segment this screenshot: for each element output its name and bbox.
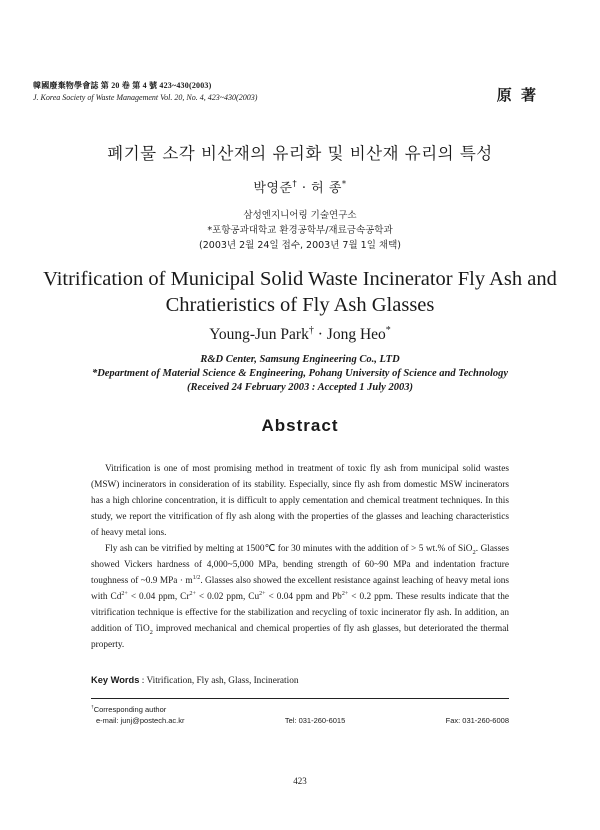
english-affiliation-2: *Department of Material Science & Engineering, Pohang University of Science and Technology xyxy=(91,368,509,379)
abstract-text: improved mechanical and chemical properties of fly ash glasses, but deteriorated the thermal property. xyxy=(91,624,509,650)
abstract-paragraph-2 xyxy=(91,541,509,653)
journal-korean-line: 韓國廢棄物學會誌 第 20 卷 第 4 號 423~430(2003) xyxy=(33,81,212,90)
footnote-fax: Fax: 031-260-6008 xyxy=(445,716,509,725)
corresponding-label: Corresponding author xyxy=(93,705,167,714)
superscript: 2+ xyxy=(259,590,266,597)
english-author-sep: · xyxy=(313,326,327,343)
footnote-email: e-mail: junj@postech.ac.kr xyxy=(96,716,185,725)
keywords xyxy=(91,675,299,686)
english-author2: Jong Heo xyxy=(326,326,386,343)
subscript: 2 xyxy=(149,628,153,636)
english-received: (Received 24 February 2003 : Accepted 1 July 2003) xyxy=(187,382,413,393)
superscript: 2+ xyxy=(189,590,196,597)
english-affiliation-1: R&D Center, Samsung Engineering Co., LTD xyxy=(200,354,400,365)
korean-affiliation-1: 삼성엔지니어링 기술연구소 xyxy=(243,210,357,221)
footnote-contact-row xyxy=(91,715,509,726)
article-type-label: 原 著 xyxy=(496,86,538,104)
dagger-mark: † xyxy=(308,324,314,336)
abstract-text: Fly ash can be vitrified by melting at 1500℃ for 30 minutes with the addition of > 5 wt.% of SiO xyxy=(105,544,473,554)
footnote-corresponding xyxy=(91,704,509,715)
page-number: 423 xyxy=(293,776,307,786)
english-author1: Young-Jun Park xyxy=(209,326,309,343)
korean-affiliations xyxy=(0,208,600,253)
journal-header xyxy=(33,80,257,104)
korean-affiliation-2: *포항공과대학교 환경공학부/재료금속공학과 xyxy=(207,225,393,236)
keywords-text: : Vitrification, Fly ash, Glass, Incineration xyxy=(139,676,299,686)
asterisk-mark: * xyxy=(385,324,391,336)
english-title-line2: Chratieristics of Fly Ash Glasses xyxy=(165,294,435,316)
abstract-body xyxy=(91,461,509,653)
footnote-tel: Tel: 031-260-6015 xyxy=(284,716,346,725)
abstract-paragraph-1: Vitrification is one of most promising method in treatment of toxic fly ash from municipal solid wastes (MSW) incinerators in consideration of its stability. Especially, since fly ash from domestic MSW incinerators has a high chlorine concentration, it is difficult to apply cementation and chemical treatment techniques. In this study, we report the vitrification of fly ash along with the properties of the glasses and leaching characteristics of heavy metal ions. xyxy=(91,464,509,538)
dagger-mark: † xyxy=(91,705,94,711)
superscript: 2+ xyxy=(341,590,349,597)
asterisk-mark: * xyxy=(341,178,347,189)
korean-author1: 박영준 xyxy=(253,181,293,196)
korean-author-sep: · 허 종 xyxy=(297,181,342,196)
footnote-divider xyxy=(91,698,509,699)
english-authors xyxy=(0,326,600,344)
superscript: 2+ xyxy=(121,590,128,597)
abstract-text: < 0.04 ppm and Pb xyxy=(265,592,342,602)
subscript: 2 xyxy=(472,548,476,556)
english-title xyxy=(0,266,600,318)
abstract-text: < 0.02 ppm, Cu xyxy=(195,592,260,602)
abstract-text: . Glasses showed Vickers hardness of 4,000~5,000 MPa, bending strength of 60~90 MPa and indentation fracture toughness of ~0.9 MPa · m xyxy=(91,544,509,586)
journal-english-line: J. Korea Society of Waste Management Vol. 20, No. 4, 423~430(2003) xyxy=(33,93,258,102)
abstract-text: < 0.2 ppm. These results indicate that the vitrification technique is effective for the stabilization and recycling of toxic incinerator fly ash. In addition, an addition of TiO xyxy=(91,592,510,634)
english-title-line1: Vitrification of Municipal Solid Waste Incinerator Fly Ash and xyxy=(43,268,557,290)
abstract-text: . Glasses also showed the excellent resistance against leaching of heavy metal ions with Cd xyxy=(91,576,509,602)
abstract-text: < 0.04 ppm, Cr xyxy=(127,592,190,602)
keywords-label: Key Words xyxy=(91,675,140,685)
footnote xyxy=(91,704,509,726)
korean-received: (2003년 2월 24일 접수, 2003년 7월 1일 채택) xyxy=(199,240,401,251)
dagger-mark: † xyxy=(292,178,298,189)
superscript: 1/2 xyxy=(192,574,201,581)
abstract-heading: Abstract xyxy=(261,416,339,435)
korean-title: 폐기물 소각 비산재의 유리화 및 비산재 유리의 특성 xyxy=(107,144,493,163)
korean-authors xyxy=(0,177,600,196)
english-affiliations xyxy=(0,353,600,395)
